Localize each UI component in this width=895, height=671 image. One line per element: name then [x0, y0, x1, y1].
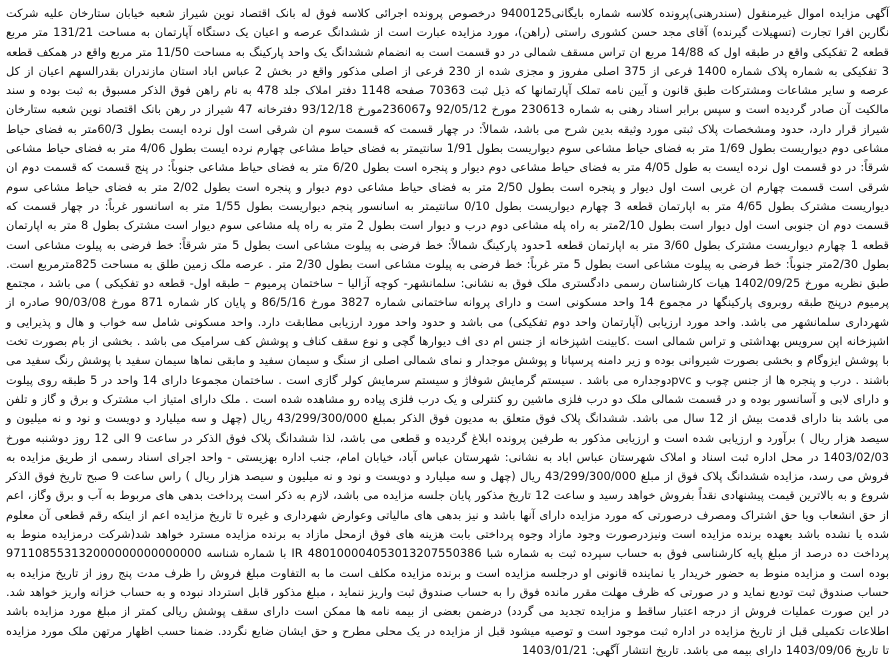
auction-notice-body: آگهی مزایده اموال غیرمنقول (سندرهنی)پرونده کلاسه شماره بایگانی9400125 درخصوص پرونده اجرائی کلاسه فوق له بانک اقتصاد نوین شیراز شعبه خیابان ستارخان علیه شرکت نگارین افرا تجارت (تسهیلات گیرنده) آقای مجد حسن کشوری راستی (راهن)، مورد مزایده عبارت است از ششدانگ عرصه و اعیان یک دستگاه آپارتمان به مساحت 131/21 متر مربع قطعه 2 تفکیکی واقع در طبقه اول که 14/88 مربع ان تراس مسقف شمالی در دو قسمت است به انضمام ششدانگ یک واحد پارکینگ به مساحت 11/50 متر مربع واقع در همکف قطعه 3 تفکیکی به شماره پلاک شماره 1400 فرعی از 375 اصلی مفروز و مجزی شده از 230 فرعی از اصلی مذکور واقع در بخش 2 عباس اباد استان مازندران بقدرالسهم اعیان از کل عرصه و سایر مشاعات ومشترکات طبق قانون و آیین نامه تملک آپارتمانها که ذیل ثبت 70363 صفحه 1148 دفتر املاک جلد 478 به نام راهن فوق الذکر مسبوق به ثبت بوده و سند مالکیت آن صادر گردیده است و سپس برابر اسناد رهنی به شماره 230613 مورخ 92/05/12 و236067مورخ 93/12/18 دفترخانه 47 شیراز در رهن بانک اقتصاد نوین شعبه ستارخان شیراز قرار دارد، حدود ومشخصات پلاک ثبتی مورد وثیقه بدین شرح می باشد، شمالاً: در چهار قسمت که قسمت سوم ان شرقی است اول نرده ایست بطول 60/3متر به فضای حیاط مشاعی دوم دیواریست بطول 1/69 متر به فضای حیاط مشاعی سوم دیواریست بطول 1/91 سانتیمتر به فضای حیاط مشاعی چهارم نرده ایست بطول 4/06 متر به فضای حیاط مشاعی شرقاً: در دو قسمت اول نرده ایست به طول 4/05 متر به فضای حیاط مشاعی دوم دیوار و پنجره است بطول 6/20 متر به فضای حیاط مشاعی جنوباً: در پنج قسمت که قسمت دوم ان شرقی است قسمت چهارم ان غربی است اول دیوار و پنجره است بطول 2/50 متر به فضای حیاط مشاعی دوم دیوار و پنجره است بطول 2/02 متر به فضای حیاط مشاعی سوم دیواریست مشترک بطول 4/65 متر به اپارتمان قطعه 3 چهارم دیواریست بطول 0/10 سانتیمتر به اسانسور پنجم دیواریست بطول 1/55 متر به اسانسور غرباً: در چهار قسمت که قسمت دوم ان جنوبی است اول دیوار است بطول 2/10متر به راه پله مشاعی دوم درب و دیوار است بطول 2 متر به راه پله مشاعی سوم دیوار است مشترک بطول 8 متر به اپارتمان قطعه 1 چهارم دیواریست مشترک بطول 3/60 متر به اپارتمان قطعه 1حدود پارکینگ شمالاً: خط فرضی به پیلوت مشاعی است بطول 5 متر شرقاً: خط فرضی به پیلوت مشاعی است بطول 2/30متر جنوباً: خط فرضی به پیلوت مشاعی است بطول 5 متر غرباً: خط فرضی به پیلوت مشاعی است بطول 2/30 متر . عرصه ملک زمین طلق به مساحت 825مترمربع است. طبق نظریه مورخ 1402/09/25 هیات کارشناسان رسمی دادگستری ملک فوق به نشانی: سلمانشهر- کوچه آزالیا – ساختمان پرمیوم – طبقه اول- قطعه دو تفکیکی ) می باشد ، مجتمع پرمیوم درپنج طبقه روبروی پارکینگها در مجموع 14 واحد مسکونی است و دارای پروانه ساختمانی شماره 3827 مورخ 86/5/16 و پایان کار شماره 871 مورخ 90/03/08 صادره از شهرداری سلمانشهر می باشد. واحد مورد ارزیابی (آپارتمان واحد دوم تفکیکی) می باشد و حدود واحد مورد ارزیابی مطابقت دارد. واحد مسکونی شامل سه خواب و هال و پذیرایی و اشپزخانه اپن سرویس بهداشتی و تراس شمالی است .کابینت اشپزخانه از جنس ام دی اف دیوارها گچی و نوع سقف کناف و پوشش کف سرامیک می باشد . بخشی از بام بصورت تخت با پوشش ایزوگام و بخشی بصورت شیروانی بوده و زیر دامنه پرسپانا و پوشش موجدار و نمای شمالی اصلی از سنگ و سیمان سفید و مابقی نماها سیمان سفید با پوشش رنگ سفید می باشند . درب و پنجره ها از جنس چوب و pvcدوجداره می باشد . سیستم گرمایش شوفاژ و سیستم سرمایش کولر گازی است . ساختمان مجموعا دارای 14 واحد در 5 طبقه روی پیلوت و دارای لابی و آسانسور بوده و در قسمت شمالی ملک دو درب فلزی ماشین رو کنترلی و یک درب فلزی پیاده رو مشاهده شده است . ملک دارای امتیاز اب مشترک و برق و گاز و تلفن می باشد بنا دارای قدمت بیش از 12 سال می باشد. ششدانگ پلاک فوق متعلق به مدیون فوق الذکر بمبلغ 43/299/300/000 ریال (چهل و سه میلیارد و دویست و نود و نه میلیون و سیصد هزار ریال ) برآورد و ارزیابی شده است و ارزیابی مذکور به طرفین پرونده ابلاغ گردیده و قطعی می باشد، لذا ششدانگ پلاک فوق الذکر در ساعت 9 الی 12 روز دوشنبه مورخ 1403/02/03 در محل اداره ثبت اسناد و املاک شهرستان عباس اباد به نشانی: شهرستان عباس آباد، خیابان امام، جنب اداره بهزیستی - واحد اجرای اسناد رسمی از طریق مزایده به فروش می رسد، مزایده ششدانگ پلاک فوق از مبلغ 43/299/300/000 ریال (چهل و سه میلیارد و دویست و نود و نه میلیون و سیصد هزار ریال ) راس ساعت 9 صبح تاریخ فوق الذکر شروع و به بالاترین قیمت پیشنهادی نقداً بفروش خواهد رسید و ساعت 12 تاریخ مذکور پایان جلسه مزایده می باشد، لازم به ذکر است پرداخت بدهی های مربوط به آب و برق وگاز، اعم از حق انشعاب ویا حق اشتراک ومصرف درصورتی که مورد مزایده دارای آنها باشد و نیز بدهی های مالیاتی وعوارض شهرداری و غیره تا تاریخ مزایده اعم از اینکه رقم قطعی آن معلوم شده یا نشده باشد بعهده برنده مزایده است ونیزدرصورت وجود مازاد وجوه پرداختی بابت هزینه های فوق ازمحل مازاد به برنده مزایده مسترد خواهد شد(شرکت درمزایده منوط به پرداخت ده درصد از مبلغ پایه کارشناسی فوق به حساب سپرده ثبت به شماره شبا 48010000405301320755038​6 IR با شماره شناسه 971108553132000000000000000 بوده است و مزایده منوط به حضور خریدار یا نماینده قانونی او درجلسه مزایده است و برنده مزایده مکلف است ما به التفاوت مبلغ فروش را ظرف مدت پنج روز از تاریخ مزایده به حساب صندوق ثبت تودیع نماید و در صورتی که ظرف مهلت مقرر مانده فوق را به حساب صندوق ثبت واریز ننماید ، مبلغ مذکور قابل استرداد نبوده و به حساب خزانه واریز خواهد شد. در این صورت عملیات فروش از درجه اعتبار ساقط و مزایده تجدید می گردد) درضمن بعضی از بیمه نامه ها ممکن است دارای سقف پوشش ریالی کمتر از مبلغ مورد مزایده باشد اطلاعات تکمیلی قبل از تاریخ مزایده در اداره ثبت موجود است و توصیه میشود قبل از مزایده در یک محلی مطرح و حق ایشان ضایع نگردد. ضمنا حسب اظهار مرتهن ملک مورد مزایده تا تاریخ 1403/09/06 دارای بیمه می باشد. تاریخ انتشار آگهی: 1403/01/21	[6, 6, 890, 657]
